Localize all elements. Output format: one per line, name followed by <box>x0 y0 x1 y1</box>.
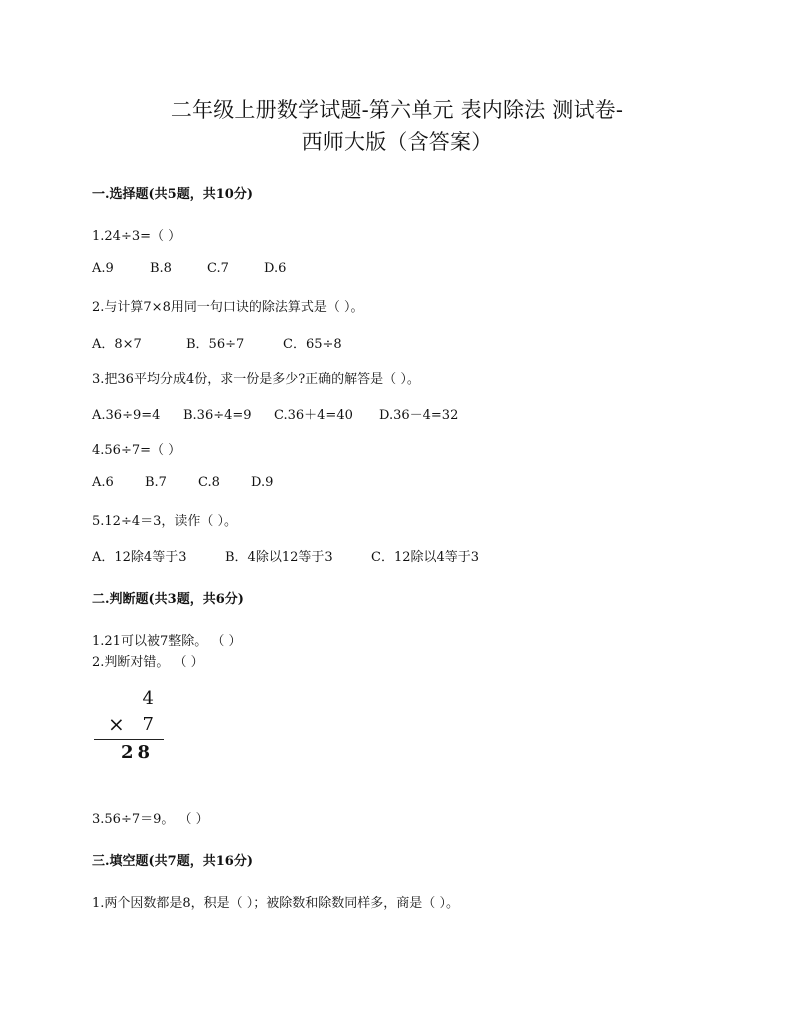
option: C．12除以4等于3 <box>371 550 480 565</box>
calc-divider <box>94 739 164 740</box>
option: B．4除以12等于3 <box>225 550 333 565</box>
question-1-2: 2.与计算7×8用同一句口诀的除法算式是（ ）。 <box>92 300 364 315</box>
option: D.36－4=32 <box>379 408 459 423</box>
question-1-3: 3.把36平均分成4份，求一份是多少?正确的解答是（ ）。 <box>92 372 420 387</box>
page-title-line2: 西师大版（含答案） <box>301 130 493 154</box>
multiply-sign: × <box>108 712 125 736</box>
option: B.36÷4=9 <box>183 408 252 423</box>
product: 28 <box>120 742 154 763</box>
option: C.7 <box>207 261 229 276</box>
option: B．56÷7 <box>186 337 245 352</box>
option: C.36＋4=40 <box>274 408 353 423</box>
question-2-2: 2.判断对错。 （ ） <box>92 655 204 670</box>
question-2-1: 1.21可以被7整除。 （ ） <box>92 634 242 649</box>
option: C.8 <box>198 475 220 490</box>
question-1-1: 1.24÷3=（ ） <box>92 229 182 244</box>
option: A.9 <box>92 261 114 276</box>
option: A.36÷9=4 <box>92 408 161 423</box>
option: A．8×7 <box>92 337 142 352</box>
question-3-1: 1.两个因数都是8，积是（ ）；被除数和除数同样多，商是（ ）。 <box>92 896 459 911</box>
option: D.9 <box>251 475 274 490</box>
question-1-4: 4.56÷7=（ ） <box>92 443 182 458</box>
section1-heading: 一.选择题(共5题，共10分) <box>92 187 253 202</box>
option: C．65÷8 <box>283 337 342 352</box>
section2-heading: 二.判断题(共3题，共6分) <box>92 592 244 607</box>
vertical-multiplication <box>94 688 164 768</box>
options-1-4 <box>92 475 273 490</box>
page-title-line1: 二年级上册数学试题-第六单元 表内除法 测试卷- <box>170 98 624 122</box>
option: B.8 <box>150 261 172 276</box>
question-1-5: 5.12÷4＝3，读作（ ）。 <box>92 514 238 529</box>
option: A．12除4等于3 <box>92 550 187 565</box>
multiplicand: 4 <box>142 688 154 709</box>
options-1-5 <box>92 546 479 565</box>
section3-heading: 三.填空题(共7题，共16分) <box>92 854 253 869</box>
options-1-3 <box>92 404 458 423</box>
option: D.6 <box>264 261 287 276</box>
multiplier: 7 <box>142 714 154 735</box>
options-1-2 <box>92 333 342 352</box>
option: A.6 <box>92 475 114 490</box>
question-2-3: 3.56÷7＝9。 （ ） <box>92 812 209 827</box>
option: B.7 <box>145 475 167 490</box>
options-1-1 <box>92 261 286 276</box>
